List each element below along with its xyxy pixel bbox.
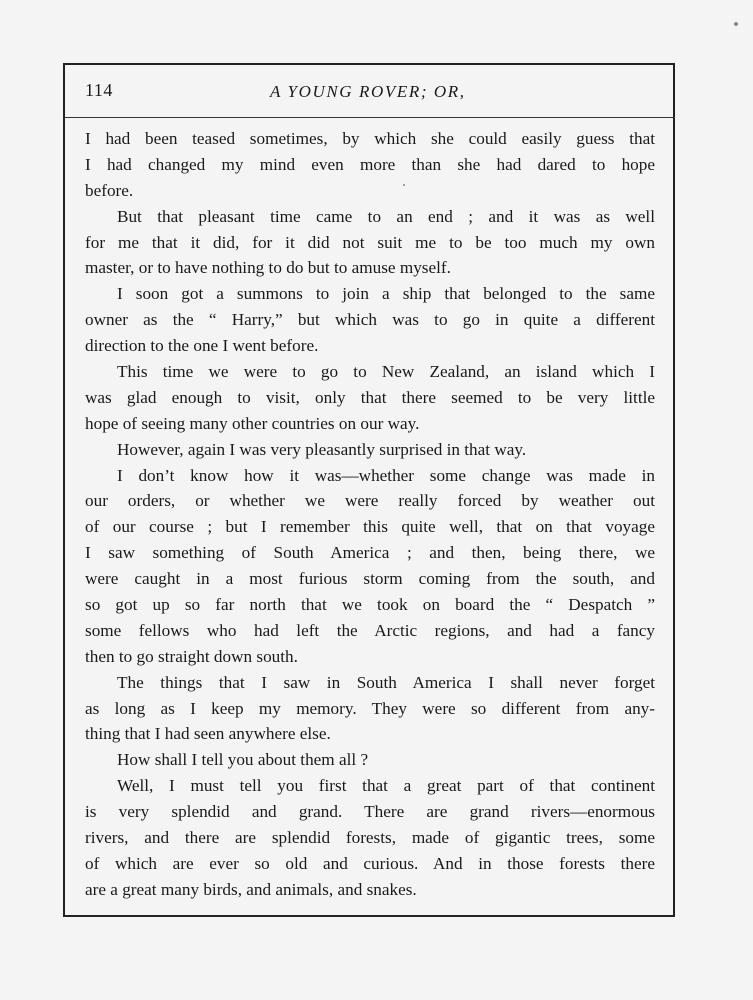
text-line: then to go straight down south.: [85, 646, 298, 666]
text-line: some fellows who had left the Arctic regions, and had a fancy: [85, 620, 655, 640]
text-line: How shall I tell you about them all ?: [117, 750, 369, 770]
text-line: of which are ever so old and curious. And in those forests there: [85, 853, 655, 873]
running-title: A YOUNG ROVER; OR,: [270, 82, 466, 101]
text-line: was glad enough to visit, only that there seemed to be very little: [85, 387, 655, 407]
text-line: as long as I keep my memory. They were so different from any-: [85, 698, 655, 718]
text-line: our orders, or whether we were really forced by weather out: [85, 491, 655, 511]
header-rule: [63, 117, 675, 118]
text-line: before.: [85, 180, 134, 200]
text-line: I saw something of South America ; and then, being there, we: [85, 543, 655, 563]
text-line: This time we were to go to New Zealand, an island which I: [117, 362, 655, 382]
text-line: owner as the “ Harry,” but which was to go in quite a different: [85, 310, 655, 330]
text-line: master, or to have nothing to do but to amuse myself.: [85, 258, 451, 278]
text-line: is very splendid and grand. There are grand rivers—enormous: [85, 802, 655, 822]
paper-speck: [403, 184, 405, 186]
text-line: I soon got a summons to join a ship that belonged to the same: [117, 284, 655, 304]
text-line: were caught in a most furious storm coming from the south, and: [85, 569, 655, 589]
text-line: are a great many birds, and animals, and snakes.: [85, 879, 417, 899]
text-line: thing that I had seen anywhere else.: [85, 724, 331, 744]
paper-speck: [734, 22, 738, 26]
text-line: direction to the one I went before.: [85, 336, 319, 356]
page-number: 114: [85, 80, 113, 100]
body-text: [85, 126, 655, 903]
text-line: The things that I saw in South America I shall never forget: [117, 672, 655, 692]
text-line: I don’t know how it was—whether some change was made in: [117, 465, 655, 485]
text-line: of our course ; but I remember this quite well, that on that voyage: [85, 517, 655, 537]
text-line: for me that it did, for it did not suit me to be too much my own: [85, 232, 655, 252]
text-line: I had changed my mind even more than she had dared to hope: [85, 154, 655, 174]
text-line: But that pleasant time came to an end ; and it was as well: [117, 206, 655, 226]
text-line: Well, I must tell you first that a great part of that continent: [117, 776, 655, 796]
text-line: I had been teased sometimes, by which she could easily guess that: [85, 129, 655, 148]
text-line: so got up so far north that we took on board the “ Despatch ”: [85, 595, 655, 615]
text-line: However, again I was very pleasantly surprised in that way.: [117, 439, 527, 459]
text-line: rivers, and there are splendid forests, made of gigantic trees, some: [85, 828, 655, 848]
text-line: hope of seeing many other countries on our way.: [85, 413, 420, 433]
